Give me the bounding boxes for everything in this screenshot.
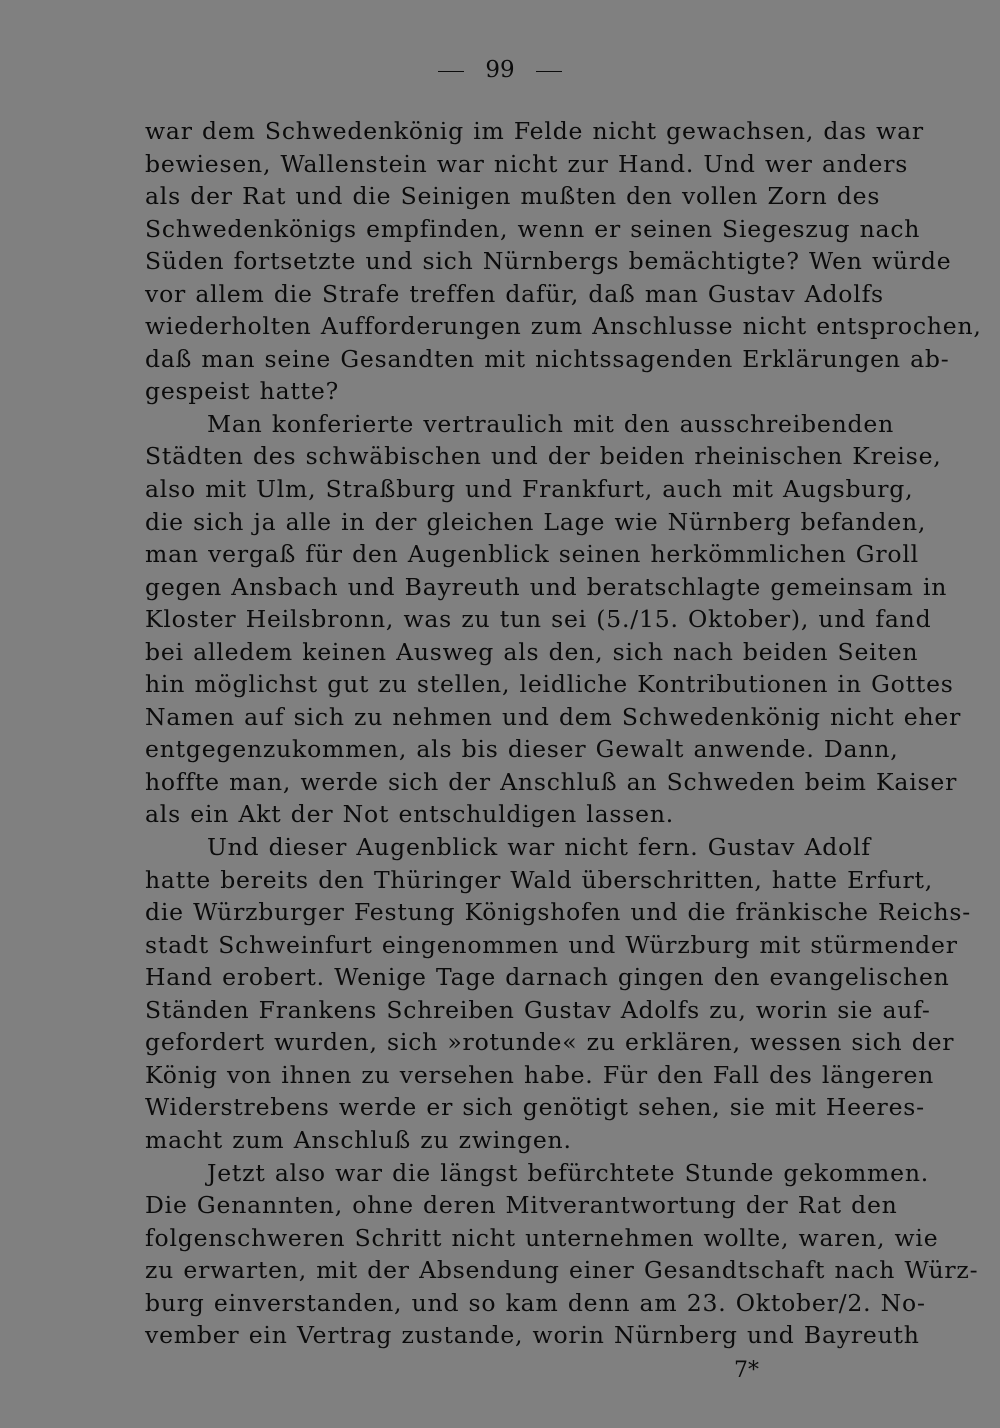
text-line: Namen auf sich zu nehmen und dem Schwedenkönig nicht eher	[145, 702, 962, 731]
text-line: folgenschweren Schritt nicht unternehmen wollte, waren, wie	[145, 1223, 939, 1252]
text-line: Man konferierte vertraulich mit den ausschreibenden	[207, 409, 895, 438]
text-line: gefordert wurden, sich »rotunde« zu erklären, wessen sich der	[145, 1028, 955, 1057]
text-line: war dem Schwedenkönig im Felde nicht gewachsen, das war	[145, 117, 924, 145]
text-line: Süden fortsetzte und sich Nürnbergs bemächtigte? Wen würde	[145, 247, 952, 276]
page-number: 99	[485, 57, 515, 83]
header-dash-right	[536, 71, 562, 72]
text-line: Die Genannten, ohne deren Mitverantwortung der Rat den	[145, 1191, 898, 1220]
text-line: als der Rat und die Seinigen mußten den vollen Zorn des	[145, 182, 881, 211]
text-line: stadt Schweinfurt eingenommen und Würzburg mit stürmender	[145, 930, 958, 959]
body-text	[145, 115, 982, 1352]
text-line: burg einverstanden, und so kam denn am 23. Oktober/2. No-	[145, 1288, 926, 1317]
text-line: gespeist hatte?	[145, 377, 339, 406]
text-line: die Würzburger Festung Königshofen und die fränkische Reichs-	[145, 898, 971, 927]
text-line: Und dieser Augenblick war nicht fern. Gustav Adolf	[207, 833, 871, 862]
text-line: wiederholten Aufforderungen zum Anschlusse nicht entsprochen,	[145, 312, 982, 341]
text-line: Jetzt also war die längst befürchtete Stunde gekommen.	[207, 1158, 930, 1187]
text-line: hoffte man, werde sich der Anschluß an Schweden beim Kaiser	[145, 767, 958, 796]
text-line: man vergaß für den Augenblick seinen herkömmlichen Groll	[145, 540, 919, 569]
text-line: bewiesen, Wallenstein war nicht zur Hand. Und wer anders	[145, 149, 909, 178]
text-line: die sich ja alle in der gleichen Lage wie Nürnberg befanden,	[145, 507, 927, 536]
text-line: Städten des schwäbischen und der beiden rheinischen Kreise,	[145, 442, 942, 471]
text-line: Schwedenkönigs empfinden, wenn er seinen Siegeszug nach	[145, 214, 921, 243]
printer-signature-mark: 7*	[734, 1358, 759, 1383]
header-dash-left	[438, 71, 464, 72]
text-line: als ein Akt der Not entschuldigen lassen.	[145, 800, 675, 829]
text-line: zu erwarten, mit der Absendung einer Gesandtschaft nach Würz-	[145, 1256, 979, 1285]
text-line: vor allem die Strafe treffen dafür, daß man Gustav Adolfs	[145, 279, 884, 308]
text-line: Kloster Heilsbronn, was zu tun sei (5./15. Oktober), und fand	[145, 605, 932, 634]
text-line: also mit Ulm, Straßburg und Frankfurt, auch mit Augsburg,	[145, 475, 914, 504]
page-header	[0, 52, 1000, 88]
text-line: König von ihnen zu versehen habe. Für den Fall des längeren	[145, 1060, 935, 1089]
text-line: Hand erobert. Wenige Tage darnach gingen den evangelischen	[145, 963, 950, 992]
text-line: macht zum Anschluß zu zwingen.	[145, 1125, 572, 1154]
text-line: entgegenzukommen, als bis dieser Gewalt anwende. Dann,	[145, 735, 899, 764]
text-line: hin möglichst gut zu stellen, leidliche Kontributionen in Gottes	[145, 670, 954, 699]
text-line: vember ein Vertrag zustande, worin Nürnberg und Bayreuth	[145, 1321, 920, 1350]
text-line: daß man seine Gesandten mit nichtssagenden Erklärungen ab-	[145, 344, 950, 373]
text-line: bei alledem keinen Ausweg als den, sich nach beiden Seiten	[145, 637, 919, 666]
text-line: hatte bereits den Thüringer Wald überschritten, hatte Erfurt,	[145, 865, 934, 894]
text-line: Ständen Frankens Schreiben Gustav Adolfs zu, worin sie auf-	[145, 995, 931, 1024]
text-line: gegen Ansbach und Bayreuth und beratschlagte gemeinsam in	[145, 572, 948, 601]
text-line: Widerstrebens werde er sich genötigt sehen, sie mit Heeres-	[145, 1093, 925, 1122]
